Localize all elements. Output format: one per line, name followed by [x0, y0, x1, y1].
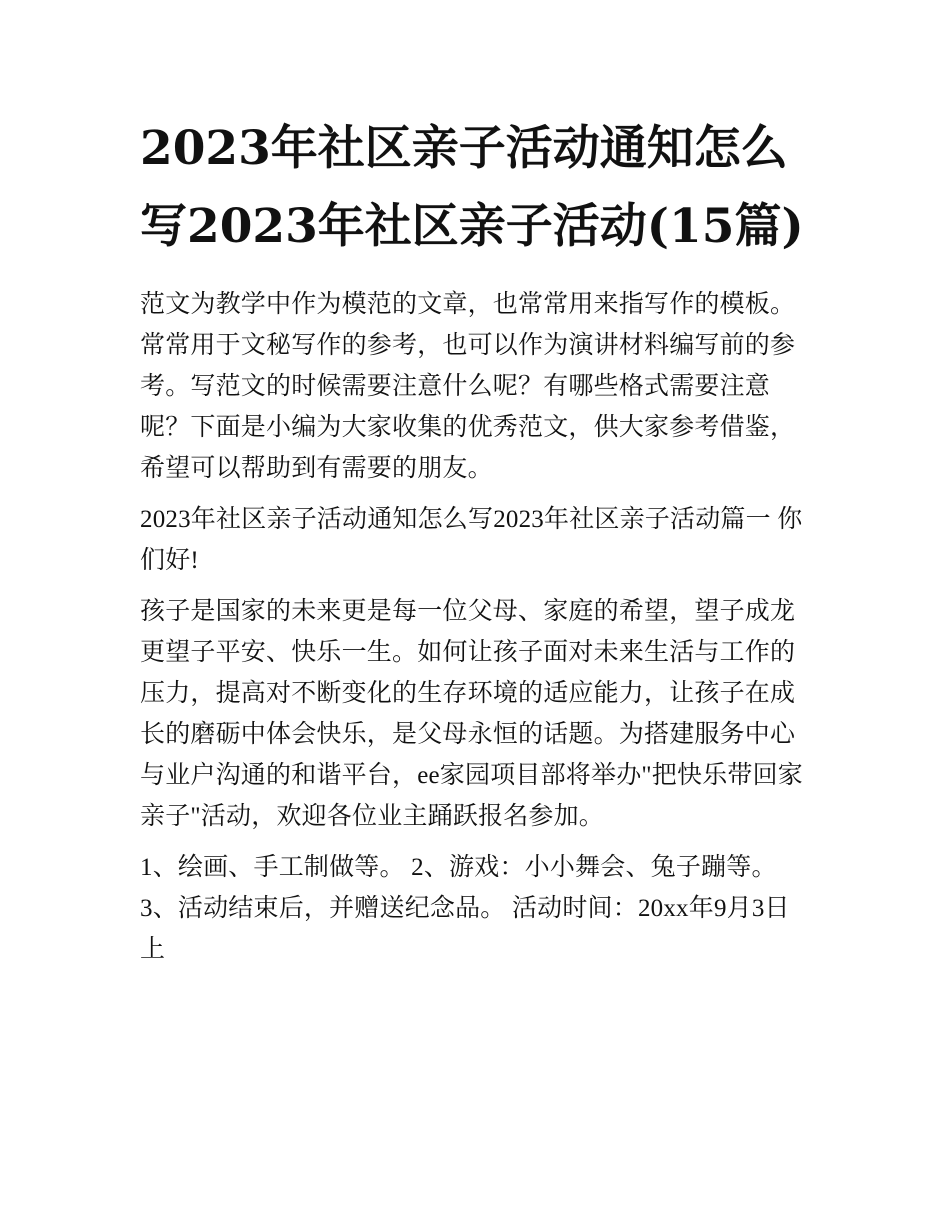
- activity-list-paragraph: 1、绘画、手工制做等。 2、游戏：小小舞会、兔子蹦等。 3、活动结束后，并赠送纪念品。 活动时间：20xx年9月3日 上: [140, 854, 790, 963]
- intro-paragraph: 范文为教学中作为模范的文章，也常常用来指写作的模板。常常用于文秘写作的参考，也可以作为演讲材料编写前的参考。写范文的时候需要注意什么呢？有哪些格式需要注意呢？下面是小编为大家收集的优秀范文，供大家参考借鉴，希望可以帮助到有需要的朋友。: [140, 291, 796, 482]
- section-heading: 2023年社区亲子活动通知怎么写2023年社区亲子活动篇一 你们好!: [140, 506, 803, 574]
- body-paragraph: 孩子是国家的未来更是每一位父母、家庭的希望，望子成龙更望子平安、快乐一生。如何让孩子面对未来生活与工作的压力，提高对不断变化的生存环境的适应能力，让孩子在成长的磨砺中体会快乐，是父母永恒的话题。为搭建服务中心与业户沟通的和谐平台，ee家园项目部将举办"把快乐带回家亲子"活动，欢迎各位业主踊跃报名参加。: [140, 598, 803, 830]
- document-title: 2023年社区亲子活动通知怎么写2023年社区亲子活动(15篇): [140, 121, 804, 254]
- document-page: [140, 110, 812, 970]
